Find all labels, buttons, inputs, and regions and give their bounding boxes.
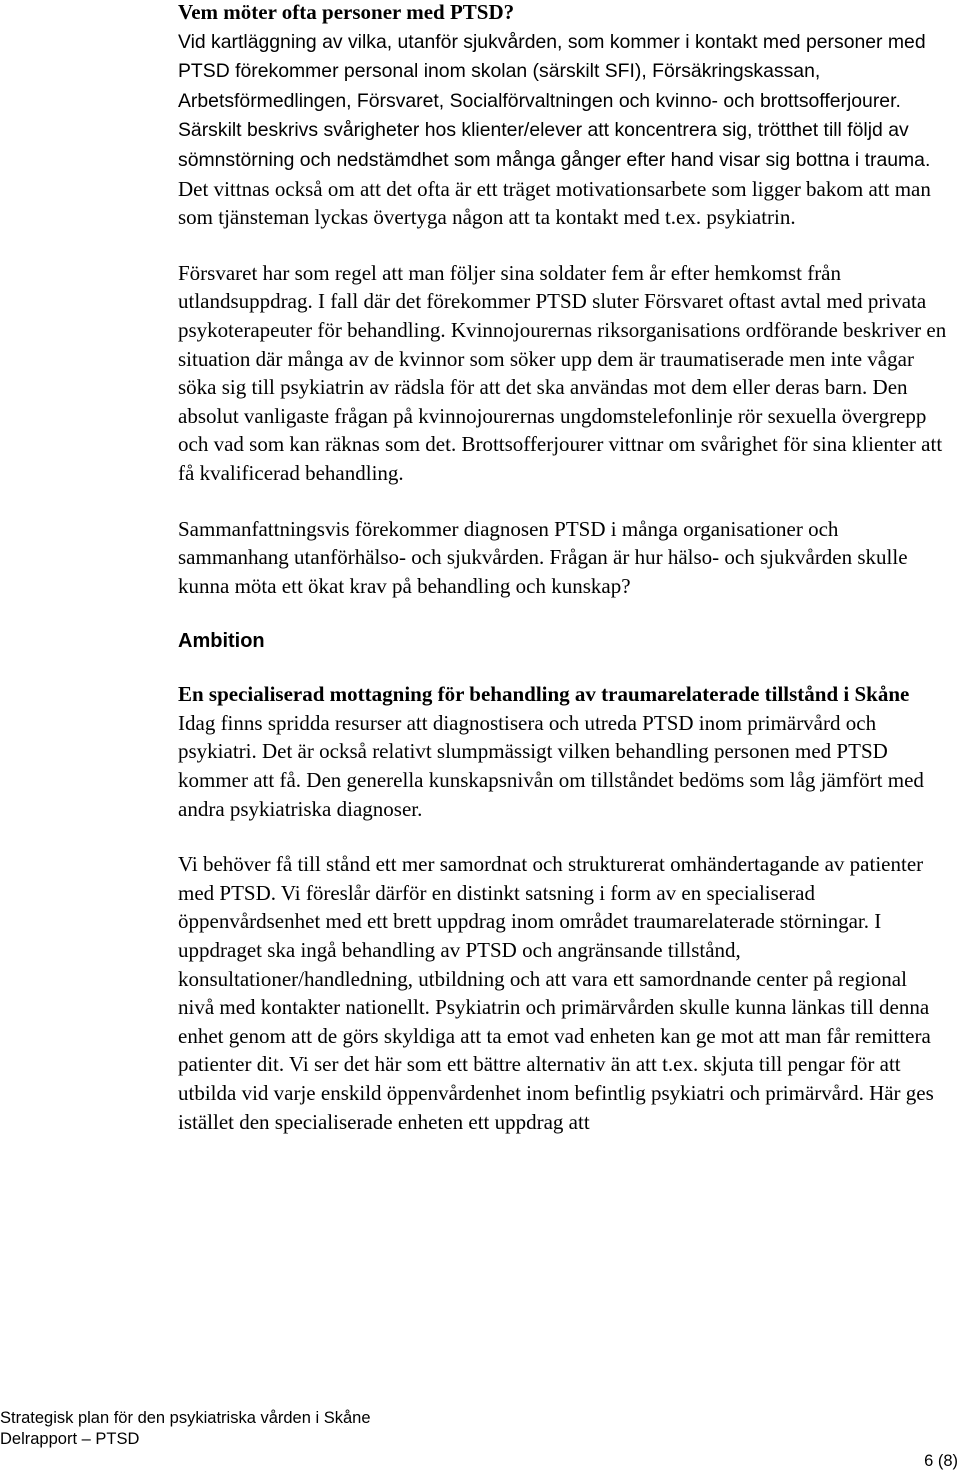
paragraph-who-meets [178,27,948,232]
page-number: 6 (8) [924,1452,958,1470]
paragraph-summary: Sammanfattningsvis förekommer diagnosen PTSD i många organisationer och sammanhang utanförhälso- och sjukvården. Frågan är hur hälso- och sjukvården skulle kunna möta ett ökat krav på behandling och kunskap? [178,516,908,598]
paragraph-current-state: Idag finns spridda resurser att diagnostisera och utreda PTSD inom primärvård och psykiatri. Det är också relativt slumpmässigt vilken behandling personen med PTSD kommer att få. Den generella kunskapsnivån om tillståndet bedöms som låg jämfört med andra psykiatriska diagnoser. [178,710,924,821]
paragraph-proposal: Vi behöver få till stånd ett mer samordnat och strukturerat omhändertagande av patienter med PTSD. Vi föreslår därför en distinkt satsning i form av en specialiserad öppenvårdsenhet med ett brett uppdrag inom området traumarelaterade störningar. I uppdraget ska ingå behandling av PTSD och angränsande tillstånd, konsultationer/handledning, utbildning och att vara ett samordnande center på regional nivå med kontakter nationellt. Psykiatrin och primärvården skulle kunna länkas till denna enhet genom att de görs skyldiga att ta emot vad enheten kan ge mot att man får remittera patienter dit. Vi ser det här som ett bättre alternativ än att t.ex. skjuta till pengar för att utbilda vid varje enskild öppenvårdenhet inom befintlig psykiatri och primärvård. Här ges istället den specialiserade enheten ett uppdrag att [178,852,934,1134]
paragraph-who-meets-serif: Det vittnas också om att det ofta är ett träget motivationsarbete som ligger bakom att man som tjänsteman lyckas övertyga någon att ta kontakt med t.ex. psykiatrin. [178,176,931,230]
paragraph-forsvaret: Försvaret har som regel att man följer sina soldater fem år efter hemkomst från utlandsuppdrag. I fall där det förekommer PTSD sluter Försvaret oftast avtal med privata psykoterapeuter för behandling. Kvinnojourernas riksorganisations ordförande beskriver en situation där många av de kvinnor som söker upp dem är traumatiserade men inte vågar söka sig till psykiatrin av rädsla för att det ska användas mot dem eller deras barn. Den absolut vanligaste frågan på kvinnojourernas ungdomstelefonlinje rör sexuella övergrepp och vad som kan räknas som det. Brottsofferjourer vittnar om svårighet för sina klienter att få kvalificerad behandling. [178,260,947,485]
subsection-heading: En specialiserad mottagning för behandling av traumarelaterade tillstånd i Skåne [178,682,910,707]
document-body [178,0,948,1136]
footer-document-title [0,1408,371,1450]
paragraph-who-meets-sans: Vid kartläggning av vilka, utanför sjukvården, som kommer i kontakt med personer med PTSD förekommer personal inom skolan (särskilt SFI), Försäkringskassan, Arbetsförmedlingen, Försvaret, Socialförvaltningen och kvinno- och brottsofferjourer. Särskilt beskrivs svårigheter hos klienter/elever att koncentrera sig, trötthet till följd av sömnstörning och nedstämdhet som många gånger efter hand visar sig bottna i trauma. [178,30,931,171]
footer-line-2: Delrapport – PTSD [0,1430,140,1448]
ambition-heading: Ambition [178,630,265,653]
footer-line-1: Strategisk plan för den psykiatriska vården i Skåne [0,1409,371,1427]
section-heading: Vem möter ofta personer med PTSD? [178,0,515,24]
